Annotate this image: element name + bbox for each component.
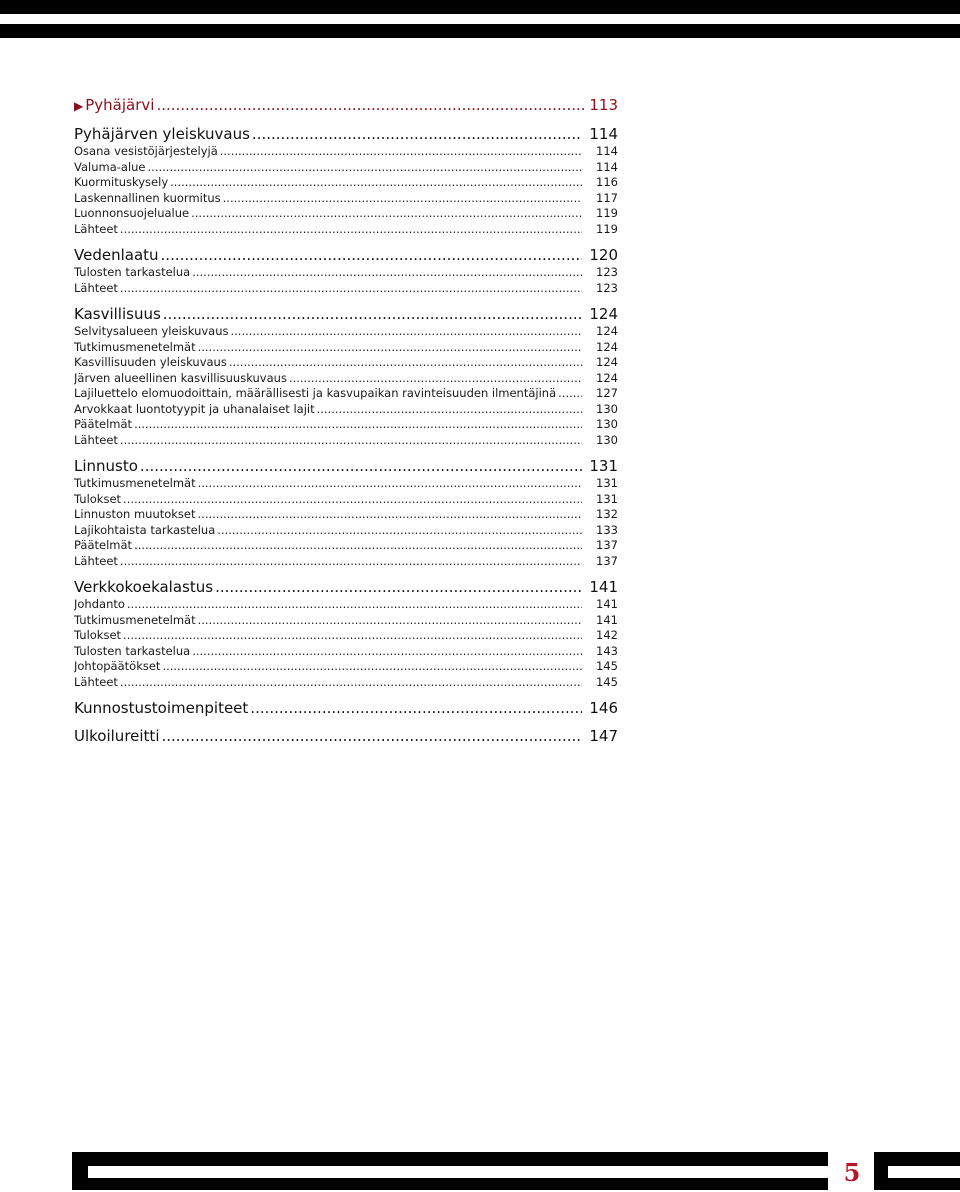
toc-section-page: 120 <box>589 246 618 264</box>
toc-item-page: 130 <box>596 417 618 431</box>
leader-dots <box>223 191 582 207</box>
toc-item-page: 130 <box>596 432 618 447</box>
toc-item[interactable] <box>74 523 618 539</box>
toc-section-page: 141 <box>589 578 618 596</box>
toc-item[interactable] <box>74 492 618 508</box>
toc-item-page: 114 <box>596 144 618 158</box>
toc-item[interactable] <box>74 538 618 554</box>
toc-item[interactable] <box>74 324 618 340</box>
toc-item-page: 124 <box>596 324 618 338</box>
leader-dots <box>163 304 582 324</box>
toc-top-entry[interactable] <box>74 94 618 116</box>
toc-item[interactable] <box>74 191 618 207</box>
toc-section-title: Linnusto <box>74 457 138 475</box>
toc-item-label: Lähteet <box>74 221 118 236</box>
toc-item-label: Päätelmät <box>74 417 133 431</box>
top-decor-bar-1 <box>0 0 960 14</box>
toc-section-title: Kasvillisuus <box>74 305 161 323</box>
leader-dots <box>127 597 582 613</box>
toc-item[interactable] <box>74 175 618 191</box>
toc-item[interactable] <box>74 144 618 160</box>
toc-item-page: 141 <box>596 597 618 611</box>
leader-dots <box>161 245 582 265</box>
toc-item-page: 141 <box>596 612 618 627</box>
toc-item-label: Lähteet <box>74 553 118 568</box>
toc-section-title: Ulkoilureitti <box>74 727 160 745</box>
leader-dots <box>191 206 582 222</box>
toc-item-page: 131 <box>596 476 618 490</box>
toc-item-label: Lajiluettelo elomuodoittain, määrällisesti ja kasvupaikan ravinteisuuden ilmentäjinä <box>74 386 557 400</box>
toc-item-page: 114 <box>596 159 618 174</box>
toc-item-page: 145 <box>596 659 618 673</box>
leader-dots <box>252 124 582 144</box>
toc-section-title: Verkkokoekalastus <box>74 578 214 596</box>
toc-item-label: Tulokset <box>74 491 122 506</box>
leader-dots <box>134 538 582 554</box>
toc-item[interactable] <box>74 206 618 222</box>
toc-item-label: Päätelmät <box>74 538 133 552</box>
toc-section-heading[interactable] <box>74 698 618 718</box>
toc-item[interactable] <box>74 675 618 691</box>
footer-bar-left <box>72 1152 828 1190</box>
table-of-contents <box>74 94 618 746</box>
toc-item-page: 137 <box>596 538 618 552</box>
leader-dots <box>231 324 583 340</box>
toc-item-page: 123 <box>596 280 618 295</box>
toc-section-heading[interactable] <box>74 245 618 265</box>
toc-item-label: Arvokkaat luontotyypit ja uhanalaiset lajit <box>74 401 315 416</box>
toc-item[interactable] <box>74 265 618 281</box>
toc-section-page: 114 <box>589 125 618 143</box>
toc-item-label: Lähteet <box>74 674 118 689</box>
toc-section-title: Kunnostustoimenpiteet <box>74 699 249 717</box>
toc-section-page: 131 <box>589 457 618 475</box>
toc-item[interactable] <box>74 659 618 675</box>
toc-item[interactable] <box>74 355 618 371</box>
toc-item[interactable] <box>74 386 618 402</box>
toc-item[interactable] <box>74 222 618 238</box>
toc-item-label: Tulokset <box>74 628 122 642</box>
toc-top-label: Pyhäjärvi <box>85 96 155 114</box>
toc-item-label: Tulosten tarkastelua <box>74 265 191 279</box>
leader-dots <box>217 523 582 539</box>
toc-item[interactable] <box>74 281 618 297</box>
toc-item-page: 119 <box>596 206 618 220</box>
leader-dots <box>120 281 582 297</box>
toc-item[interactable] <box>74 597 618 613</box>
toc-section-heading[interactable] <box>74 124 618 144</box>
toc-item[interactable] <box>74 160 618 176</box>
toc-item-page: 123 <box>596 265 618 279</box>
toc-item-page: 130 <box>596 401 618 416</box>
top-decor-bar-2 <box>0 24 960 38</box>
toc-item[interactable] <box>74 507 618 523</box>
toc-item-page: 127 <box>596 386 618 400</box>
toc-item-page: 124 <box>596 370 618 385</box>
toc-item-label: Järven alueellinen kasvillisuuskuvaus <box>74 370 287 385</box>
leader-dots <box>156 94 587 116</box>
toc-section-page: 124 <box>589 305 618 323</box>
toc-item-page: 119 <box>596 221 618 236</box>
toc-item-page: 124 <box>596 339 618 354</box>
toc-item-label: Tutkimusmenetelmät <box>74 476 196 490</box>
leader-dots <box>192 265 582 281</box>
toc-item-label: Lähteet <box>74 432 118 447</box>
leader-dots <box>170 175 582 191</box>
toc-item-label: Lähteet <box>74 280 118 295</box>
leader-dots <box>162 659 582 675</box>
toc-item-label: Tutkimusmenetelmät <box>74 339 196 354</box>
toc-item[interactable] <box>74 340 618 356</box>
leader-dots <box>317 402 582 418</box>
leader-dots <box>120 222 582 238</box>
toc-item[interactable] <box>74 433 618 449</box>
toc-item[interactable] <box>74 644 618 660</box>
toc-section-page: 146 <box>589 699 618 717</box>
leader-dots <box>120 433 582 449</box>
page-number: 5 <box>843 1158 861 1187</box>
toc-section-title: Pyhäjärven yleiskuvaus <box>74 125 250 143</box>
leader-dots <box>134 417 582 433</box>
toc-section-heading[interactable] <box>74 456 618 476</box>
toc-item-label: Linnuston muutokset <box>74 507 196 521</box>
leader-dots <box>198 507 582 523</box>
toc-item-label: Kasvillisuuden yleiskuvaus <box>74 355 227 369</box>
toc-item[interactable] <box>74 554 618 570</box>
leader-dots <box>140 456 582 476</box>
toc-item-label: Selvitysalueen yleiskuvaus <box>74 324 229 338</box>
leader-dots <box>198 340 582 356</box>
leader-dots <box>123 492 582 508</box>
toc-item-page: 137 <box>596 553 618 568</box>
toc-section-heading[interactable] <box>74 726 618 746</box>
leader-dots <box>198 476 582 492</box>
toc-item[interactable] <box>74 613 618 629</box>
toc-item-page: 117 <box>596 190 618 205</box>
leader-dots <box>289 371 582 387</box>
leader-dots <box>192 644 582 660</box>
leader-dots <box>558 386 582 402</box>
toc-item[interactable] <box>74 628 618 644</box>
toc-item-label: Johdanto <box>74 597 125 611</box>
leader-dots <box>229 355 582 371</box>
toc-item[interactable] <box>74 476 618 492</box>
toc-section-title: Vedenlaatu <box>74 246 159 264</box>
toc-top-page: 113 <box>589 96 618 114</box>
toc-item-label: Luonnonsuojelualue <box>74 206 190 220</box>
toc-item-label: Laskennallinen kuormitus <box>74 190 221 205</box>
toc-section-heading[interactable] <box>74 577 618 597</box>
toc-item-label: Johtopäätökset <box>74 659 161 673</box>
leader-dots <box>123 628 582 644</box>
leader-dots <box>120 675 582 691</box>
toc-item-page: 133 <box>596 522 618 537</box>
toc-item-page: 132 <box>596 507 618 521</box>
toc-item-page: 142 <box>596 628 618 642</box>
leader-dots <box>215 577 582 597</box>
leader-dots <box>148 160 582 176</box>
play-arrow-icon: ▶ <box>74 99 84 113</box>
toc-item-label: Tutkimusmenetelmät <box>74 612 196 627</box>
toc-item-page: 145 <box>596 674 618 689</box>
toc-item-label: Kuormituskysely <box>74 175 169 189</box>
toc-item-label: Osana vesistöjärjestelyjä <box>74 144 218 158</box>
toc-item[interactable] <box>74 402 618 418</box>
leader-dots <box>120 554 582 570</box>
toc-section-page: 147 <box>589 727 618 745</box>
toc-item-page: 116 <box>596 175 618 189</box>
toc-section-heading[interactable] <box>74 304 618 324</box>
leader-dots <box>161 726 582 746</box>
footer-bar-right <box>874 1152 960 1190</box>
toc-sections <box>74 124 618 746</box>
toc-item-label: Valuma-alue <box>74 159 146 174</box>
toc-item[interactable] <box>74 371 618 387</box>
toc-item[interactable] <box>74 417 618 433</box>
leader-dots <box>220 144 582 160</box>
toc-item-label: Lajikohtaista tarkastelua <box>74 522 216 537</box>
toc-item-page: 131 <box>596 491 618 506</box>
toc-item-page: 143 <box>596 643 618 658</box>
toc-item-page: 124 <box>596 355 618 369</box>
toc-item-label: Tulosten tarkastelua <box>74 643 191 658</box>
leader-dots <box>250 698 582 718</box>
leader-dots <box>198 613 582 629</box>
